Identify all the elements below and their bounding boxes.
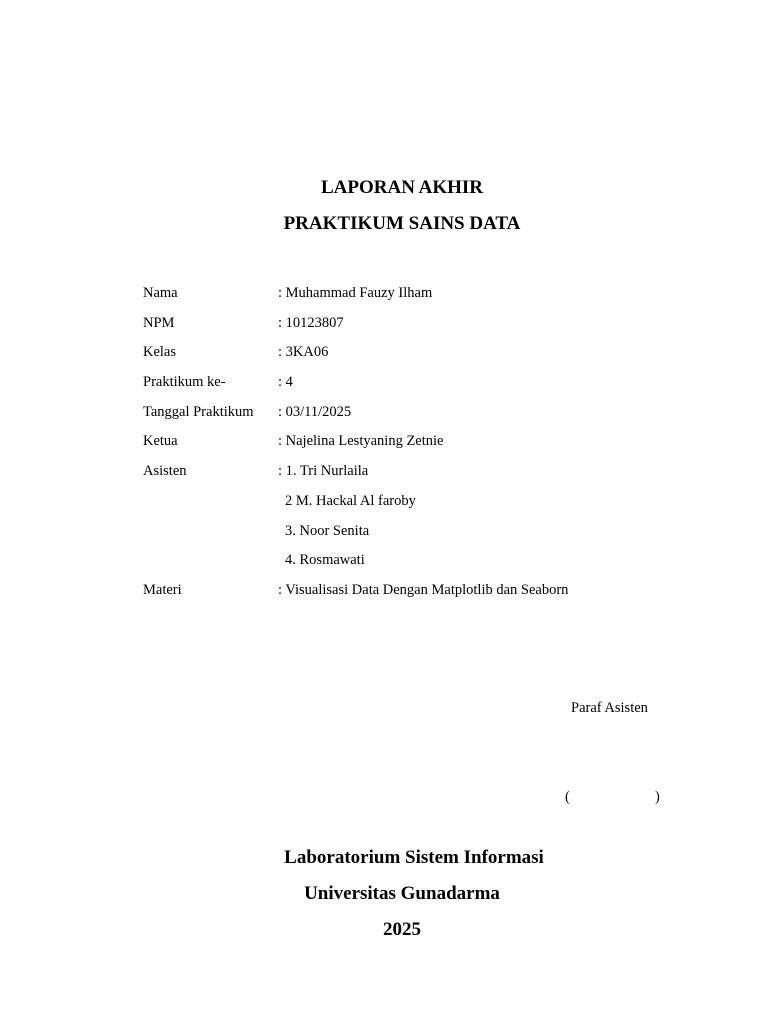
- field-row-ketua: [143, 430, 703, 460]
- field-value: : 03/11/2025: [278, 403, 352, 420]
- field-row-npm: [143, 312, 703, 342]
- field-row-praktikum: [143, 371, 703, 401]
- field-value: : Muhammad Fauzy Ilham: [278, 285, 433, 301]
- assistant-name: 4. Rosmawati: [285, 552, 365, 569]
- field-label: Ketua: [143, 433, 178, 450]
- assistant-name: 2 M. Hackal Al faroby: [285, 492, 416, 509]
- footer-lab-name: Laboratorium Sistem Informasi: [284, 847, 544, 868]
- field-value: : 3KA06: [278, 344, 329, 361]
- signature-label: Paraf Asisten: [571, 700, 648, 716]
- footer-university: Universitas Gunadarma: [304, 883, 500, 904]
- field-row-asisten-2: [143, 490, 703, 520]
- field-label: Tanggal Praktikum: [143, 403, 254, 420]
- field-label: Praktikum ke-: [143, 374, 226, 391]
- field-row-asisten: [143, 460, 703, 490]
- field-value: : 4: [278, 374, 293, 391]
- report-subtitle: PRAKTIKUM SAINS DATA: [283, 213, 521, 234]
- field-label: NPM: [143, 314, 175, 331]
- field-row-kelas: [143, 341, 703, 371]
- report-title: LAPORAN AKHIR: [320, 177, 484, 198]
- assistant-name: 3. Noor Senita: [285, 522, 370, 539]
- field-label: Asisten: [143, 463, 187, 480]
- field-label: Nama: [143, 285, 178, 301]
- signature-close-paren: ): [655, 789, 660, 805]
- field-value: : 1. Tri Nurlaila: [278, 463, 369, 480]
- signature-open-paren: (: [565, 789, 570, 805]
- footer-year: 2025: [383, 919, 421, 940]
- field-row-nama: [143, 282, 703, 312]
- field-label: Kelas: [143, 344, 177, 361]
- field-value: : Visualisasi Data Dengan Matplotlib dan Seaborn: [278, 581, 569, 598]
- identity-fields: [143, 282, 703, 609]
- field-value: : 10123807: [278, 314, 344, 331]
- field-row-asisten-3: [143, 520, 703, 550]
- field-row-asisten-4: [143, 549, 703, 579]
- field-value: : Najelina Lestyaning Zetnie: [278, 433, 444, 450]
- field-row-tanggal: [143, 401, 703, 431]
- field-label: Materi: [143, 581, 182, 598]
- field-row-materi: [143, 579, 703, 609]
